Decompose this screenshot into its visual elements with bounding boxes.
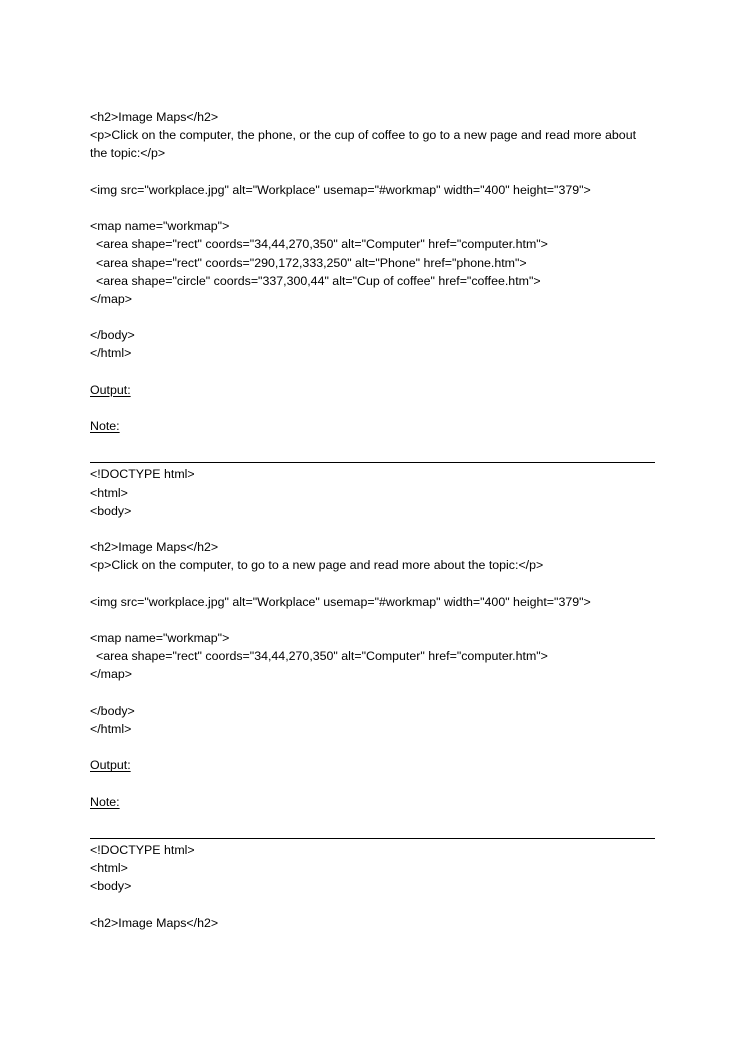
document-page xyxy=(90,108,656,932)
note-label: Note: xyxy=(90,419,120,434)
code-line-doctype: <!DOCTYPE html> xyxy=(90,467,195,482)
code-line-map-open: <map name="workmap"> xyxy=(90,219,230,234)
code-line-html-close: </html> xyxy=(90,346,132,361)
blank-line xyxy=(90,611,656,629)
code-line-paragraph: <p>Click on the computer, the phone, or the cup of coffee to go to a new page and read more about the topic:</p> xyxy=(90,128,637,161)
code-line-h2: <h2>Image Maps</h2> xyxy=(90,110,219,124)
code-line-map-close: </map> xyxy=(90,291,133,306)
blank-line xyxy=(90,163,656,181)
code-line-body-open: <body> xyxy=(90,503,132,518)
code-line-img: <img src="workplace.jpg" alt="Workplace" usemap="#workmap" width="400" height="379"> xyxy=(90,594,591,609)
output-label: Output: xyxy=(90,758,131,773)
code-line-body-open: <body> xyxy=(90,879,132,894)
code-line-html-close: </html> xyxy=(90,722,132,737)
blank-line xyxy=(90,738,656,756)
blank-line xyxy=(90,896,656,914)
code-line-area-computer: <area shape="rect" coords="34,44,270,350" alt="Computer" href="computer.htm"> xyxy=(96,649,548,664)
blank-line xyxy=(90,363,656,381)
blank-line xyxy=(90,199,656,217)
code-line-body-close: </body> xyxy=(90,328,135,343)
code-line-h2: <h2>Image Maps</h2> xyxy=(90,540,219,555)
code-line-html-open: <html> xyxy=(90,861,128,876)
code-line-body-close: </body> xyxy=(90,703,135,718)
blank-line xyxy=(90,520,656,538)
code-line-map-close: </map> xyxy=(90,667,133,682)
code-line-area-coffee: <area shape="circle" coords="337,300,44" alt="Cup of coffee" href="coffee.htm"> xyxy=(96,273,541,288)
output-label: Output: xyxy=(90,382,131,397)
code-line-map-open: <map name="workmap"> xyxy=(90,631,230,646)
code-line-html-open: <html> xyxy=(90,485,128,500)
blank-line xyxy=(90,575,656,593)
code-line-area-phone: <area shape="rect" coords="290,172,333,250" alt="Phone" href="phone.htm"> xyxy=(96,255,527,270)
blank-line xyxy=(90,399,656,417)
note-label: Note: xyxy=(90,794,120,809)
code-line-paragraph: <p>Click on the computer, to go to a new page and read more about the topic:</p> xyxy=(90,558,544,573)
blank-line xyxy=(90,684,656,702)
blank-line xyxy=(90,308,656,326)
code-line-doctype: <!DOCTYPE html> xyxy=(90,842,195,857)
code-line-area-computer: <area shape="rect" coords="34,44,270,350" alt="Computer" href="computer.htm"> xyxy=(96,237,548,252)
code-line-img: <img src="workplace.jpg" alt="Workplace" usemap="#workmap" width="400" height="379"> xyxy=(90,182,591,197)
code-line-h2: <h2>Image Maps</h2> xyxy=(90,915,219,930)
blank-line xyxy=(90,775,656,793)
